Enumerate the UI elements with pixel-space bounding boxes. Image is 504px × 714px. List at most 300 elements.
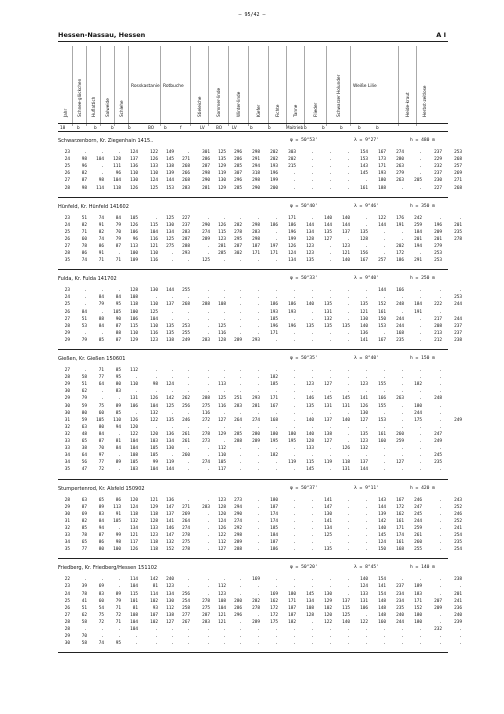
table-cell: . [459, 288, 462, 294]
table-cell: 98 [115, 540, 121, 546]
region-title: Hessen-Nassau, Hessen [58, 31, 146, 39]
table-cell: 285 [234, 185, 242, 191]
table-cell: . [187, 577, 190, 583]
table-cell: . [419, 337, 422, 343]
table-cell: 69 [81, 511, 87, 517]
station-altitude: h = 140 m [410, 565, 435, 571]
table-cell: 122 [150, 417, 158, 423]
table-cell: . [383, 410, 386, 416]
table-cell: . [257, 584, 260, 590]
table-cell: . [419, 577, 422, 583]
table-row [58, 439, 448, 446]
subheader-cell: f [180, 125, 182, 130]
table-cell: . [311, 316, 314, 322]
table-cell: 129 [324, 598, 332, 604]
table-cell: 123 [342, 243, 350, 249]
table-cell: . [239, 446, 242, 452]
table-row [58, 396, 448, 403]
table-cell: . [275, 410, 278, 416]
station-rule [58, 652, 448, 653]
station-altitude: h = 350 m [410, 203, 435, 209]
table-cell: 187 [270, 540, 278, 546]
table-cell: . [223, 424, 226, 430]
table-cell: 112 [218, 584, 226, 590]
table-cell: 129 [218, 164, 226, 170]
table-cell: . [293, 547, 296, 553]
year-cell: 28 [64, 497, 70, 503]
table-cell: 248 [434, 396, 442, 402]
table-cell: 132 [166, 540, 174, 546]
year-cell: 28 [64, 323, 70, 329]
table-cell: . [439, 389, 442, 395]
table-cell: . [275, 424, 278, 430]
station-longitude: λ = 8°45' [354, 565, 379, 571]
table-cell: . [118, 584, 121, 590]
table-cell: . [239, 288, 242, 294]
table-cell: . [311, 215, 314, 221]
table-cell: 129 [218, 185, 226, 191]
table-cell: 137 [342, 229, 350, 235]
table-cell: . [365, 627, 368, 633]
table-cell: 145 [306, 591, 314, 597]
table-cell: 120 [218, 511, 226, 517]
table-cell: . [401, 641, 404, 647]
table-cell: . [207, 497, 210, 503]
table-cell: 280 [252, 431, 260, 437]
table-cell: 280 [234, 598, 242, 604]
table-cell: . [257, 540, 260, 546]
table-cell: 132 [130, 518, 138, 524]
year-cell: 29 [64, 504, 70, 510]
table-cell: . [275, 467, 278, 473]
table-cell: . [207, 467, 210, 473]
table-cell: 212 [434, 337, 442, 343]
year-cell: 27 [64, 243, 70, 249]
table-cell: 104 [130, 446, 138, 452]
table-cell: 104 [150, 403, 158, 409]
table-cell: 291 [252, 157, 260, 163]
table-cell: 127 [324, 439, 332, 445]
table-cell: 278 [202, 598, 210, 604]
station-longitude: λ = 8°40' [354, 356, 379, 362]
table-cell: . [347, 150, 350, 155]
table-cell: 161 [396, 518, 404, 524]
table-cell: . [401, 236, 404, 242]
table-cell: . [365, 525, 368, 531]
table-cell: . [311, 171, 314, 177]
table-cell: 240 [396, 612, 404, 618]
table-cell: 112 [218, 446, 226, 452]
table-cell: 227 [182, 215, 190, 221]
table-cell: . [118, 525, 121, 531]
table-cell: 213 [434, 330, 442, 336]
table-cell: . [329, 251, 332, 257]
table-cell: 145 [342, 396, 350, 402]
table-row [58, 222, 462, 230]
table-cell: . [365, 215, 368, 221]
table-cell: 244 [396, 316, 404, 322]
table-cell: . [419, 288, 422, 294]
table-cell: . [223, 309, 226, 315]
table-cell: . [293, 453, 296, 459]
table-cell: 128 [306, 612, 314, 618]
table-cell: 173 [378, 157, 386, 163]
table-cell: 242 [414, 215, 422, 221]
table-cell: . [401, 382, 404, 388]
table-cell: . [347, 504, 350, 510]
table-cell: 253 [434, 251, 442, 257]
table-cell: 189 [414, 584, 422, 590]
table-cell: . [439, 497, 442, 503]
table-cell: . [383, 330, 386, 336]
table-cell: 133 [360, 591, 368, 597]
table-cell: 59 [81, 403, 87, 409]
table-cell: 263 [396, 178, 404, 184]
table-cell: . [257, 323, 260, 329]
table-cell: 115 [130, 323, 138, 329]
table-cell: . [419, 164, 422, 170]
table-cell: . [347, 540, 350, 546]
subheader-cell: b [340, 125, 343, 130]
table-cell: . [439, 309, 442, 315]
table-cell: . [257, 302, 260, 308]
table-cell: 131 [342, 403, 350, 409]
year-cell: 23 [64, 584, 70, 590]
table-row [58, 164, 462, 171]
table-cell: . [383, 424, 386, 430]
table-cell: . [257, 511, 260, 517]
table-cell: . [293, 533, 296, 539]
table-cell: 127 [396, 460, 404, 466]
station-name: Fulda, Kr. Fulda 141702 [58, 276, 117, 283]
table-cell: 108 [218, 598, 226, 604]
station-latitude: φ = 50°37' [290, 485, 318, 491]
table-cell: . [257, 368, 260, 374]
table-cell: 105 [130, 460, 138, 466]
table-cell: . [311, 150, 314, 155]
table-cell: 172 [396, 504, 404, 510]
table-cell: 154 [378, 577, 386, 583]
table-cell: . [171, 368, 174, 374]
table-cell: 171 [288, 215, 296, 221]
table-cell: . [187, 309, 190, 315]
table-cell: 116 [150, 236, 158, 242]
table-cell: 130 [166, 222, 174, 228]
table-cell: 209 [434, 605, 442, 611]
table-cell: 75 [98, 403, 104, 409]
table-cell: 271 [454, 178, 462, 184]
table-cell: . [311, 497, 314, 503]
table-cell: 104 [130, 439, 138, 445]
table-cell: . [155, 389, 158, 395]
table-cell: 140 [306, 302, 314, 308]
table-cell: . [275, 258, 278, 264]
table-cell: 191 [396, 222, 404, 228]
table-cell: 79 [98, 302, 104, 308]
table-cell: 146 [166, 525, 174, 531]
table-cell: 174 [270, 511, 278, 517]
table-cell: . [101, 627, 104, 633]
table-cell: 93 [152, 605, 158, 611]
year-cell: 28 [64, 627, 70, 633]
table-cell: . [365, 375, 368, 381]
table-cell: 260 [396, 431, 404, 437]
table-cell: . [365, 634, 368, 640]
table-cell: 232 [434, 627, 442, 633]
table-cell: 124 [130, 150, 138, 155]
table-cell: 134 [166, 591, 174, 597]
table-cell: . [419, 295, 422, 301]
table-cell: . [101, 309, 104, 315]
table-cell: 137 [360, 460, 368, 466]
table-cell: 283 [202, 619, 210, 625]
table-cell: . [118, 396, 121, 402]
table-cell: 88 [115, 330, 121, 336]
table-cell: . [401, 627, 404, 633]
table-cell: 254 [182, 598, 190, 604]
table-cell: . [419, 171, 422, 177]
table-cell: 126 [150, 157, 158, 163]
table-cell: . [439, 547, 442, 553]
table-cell: 74 [81, 258, 87, 264]
table-cell: 145 [324, 396, 332, 402]
table-cell: 201 [434, 236, 442, 242]
table-cell: 229 [434, 157, 442, 163]
year-cell: 29 [64, 337, 70, 343]
table-cell: 140 [342, 258, 350, 264]
table-cell: 70 [115, 229, 121, 235]
table-cell: 138 [166, 612, 174, 618]
subheader-cell: b [304, 125, 307, 130]
table-cell: . [329, 295, 332, 301]
table-cell: 74 [98, 236, 104, 242]
table-cell: . [311, 540, 314, 546]
table-cell: 126 [150, 396, 158, 402]
table-cell: 120 [324, 612, 332, 618]
table-row [58, 323, 462, 331]
table-cell: 161 [378, 309, 386, 315]
year-cell: 33 [64, 533, 70, 539]
table-cell: 286 [234, 157, 242, 163]
table-cell: 122 [324, 619, 332, 625]
table-cell: 89 [115, 591, 121, 597]
table-cell: . [239, 453, 242, 459]
table-cell: 104 [96, 157, 104, 163]
table-cell: 144 [378, 504, 386, 510]
table-cell: 106 [130, 316, 138, 322]
table-cell: . [275, 577, 278, 583]
table-cell: . [459, 641, 462, 647]
table-cell: 53 [81, 323, 87, 329]
table-cell: 180 [288, 591, 296, 597]
table-cell: 91 [98, 251, 104, 257]
station-altitude: h = 250 m [410, 276, 435, 282]
table-cell: 105 [96, 417, 104, 423]
table-cell: 123 [360, 439, 368, 445]
column-heading: Rosskastanie [131, 84, 160, 89]
table-cell: 112 [218, 540, 226, 546]
table-cell: 298 [234, 533, 242, 539]
table-row [58, 375, 448, 382]
year-cell: 35 [64, 258, 70, 264]
table-cell: . [347, 627, 350, 633]
table-cell: 84 [115, 446, 121, 452]
table-cell: 77 [98, 375, 104, 381]
table-cell: . [383, 251, 386, 257]
table-cell: 123 [218, 236, 226, 242]
table-cell: . [223, 439, 226, 445]
table-cell: 283 [234, 403, 242, 409]
table-cell: 126 [360, 403, 368, 409]
table-cell: 113 [130, 243, 138, 249]
column-divider [248, 46, 249, 126]
table-cell: . [329, 375, 332, 381]
subheader-cell: b [77, 125, 80, 130]
table-cell: . [439, 368, 442, 374]
table-cell: . [347, 547, 350, 553]
table-cell: 110 [150, 251, 158, 257]
table-row [58, 404, 448, 411]
table-cell: . [293, 424, 296, 430]
table-cell: . [329, 243, 332, 249]
table-cell: 185 [270, 316, 278, 322]
year-cell: 30 [64, 641, 70, 647]
station-name: Schwarzenborn, Kr. Ziegenhain 1415.. [58, 138, 154, 144]
subheader-cell: b [358, 125, 361, 130]
table-cell: . [439, 417, 442, 423]
table-cell: 172 [270, 612, 278, 618]
table-cell: . [311, 288, 314, 294]
year-cell: 24 [64, 295, 70, 301]
table-cell: . [187, 497, 190, 503]
table-cell: 296 [234, 178, 242, 184]
subheader-cell: b [94, 125, 97, 130]
station-rule [58, 558, 448, 559]
table-cell: 141 [324, 497, 332, 503]
table-cell: 91 [98, 222, 104, 228]
table-cell: 122 [378, 215, 386, 221]
table-cell: 84 [98, 431, 104, 437]
table-cell: 79 [81, 337, 87, 343]
table-cell: . [347, 584, 350, 590]
table-cell: 99 [152, 460, 158, 466]
table-cell: 115 [130, 591, 138, 597]
table-cell: 105 [113, 309, 121, 315]
table-cell: . [239, 258, 242, 264]
table-cell: 268 [454, 185, 462, 191]
table-cell: 166 [378, 396, 386, 402]
table-cell: . [419, 251, 422, 257]
table-cell: 123 [218, 591, 226, 597]
table-cell: 110 [130, 330, 138, 336]
table-cell: 175 [414, 417, 422, 423]
column-divider [86, 46, 87, 126]
table-cell: . [329, 150, 332, 155]
table-cell: . [275, 288, 278, 294]
table-cell: . [347, 302, 350, 308]
table-cell: 137 [342, 598, 350, 604]
column-header [58, 46, 448, 126]
subheader-cell: BO [216, 125, 223, 130]
table-cell: 294 [234, 504, 242, 510]
table-cell: 109 [130, 258, 138, 264]
table-cell: 87 [81, 504, 87, 510]
table-cell: 227 [434, 185, 442, 191]
table-cell: 60 [98, 598, 104, 604]
year-cell: 22 [64, 577, 70, 583]
table-cell: 130 [324, 511, 332, 517]
table-cell: 246 [454, 511, 462, 517]
table-cell: . [347, 453, 350, 459]
table-cell: 185 [270, 525, 278, 531]
table-cell: 185 [270, 382, 278, 388]
table-cell: . [118, 634, 121, 640]
year-cell: 34 [64, 460, 70, 466]
year-cell: 29 [64, 634, 70, 640]
table-row [58, 310, 448, 317]
table-cell: . [347, 577, 350, 583]
table-cell: 187 [288, 605, 296, 611]
table-cell: . [311, 368, 314, 374]
table-cell: . [311, 511, 314, 517]
table-cell: 86 [115, 497, 121, 503]
year-cell: 26 [64, 309, 70, 315]
table-cell: . [257, 627, 260, 633]
table-cell: . [293, 403, 296, 409]
table-cell: 123 [166, 584, 174, 590]
table-cell: . [383, 295, 386, 301]
table-cell: 201 [454, 222, 462, 228]
table-cell: 289 [252, 439, 260, 445]
table-cell: 194 [414, 243, 422, 249]
table-cell: 169 [270, 591, 278, 597]
table-cell: 168 [396, 330, 404, 336]
table-cell: 87 [115, 323, 121, 329]
table-cell: . [187, 467, 190, 473]
table-cell: . [459, 627, 462, 633]
table-cell: . [311, 164, 314, 170]
table-cell: 41 [81, 598, 87, 604]
table-cell: 126 [218, 525, 226, 531]
table-cell: 161 [396, 540, 404, 546]
table-cell: 84 [81, 309, 87, 315]
table-cell: 142 [166, 396, 174, 402]
table-cell: 99 [115, 533, 121, 539]
table-cell: 281 [252, 403, 260, 409]
table-cell: 290 [202, 178, 210, 184]
table-cell: 283 [252, 229, 260, 235]
table-cell: . [171, 634, 174, 640]
year-cell: 27 [64, 368, 70, 374]
table-cell: . [171, 627, 174, 633]
table-cell: . [207, 547, 210, 553]
table-cell: . [347, 330, 350, 336]
column-divider [100, 46, 101, 126]
table-cell: . [439, 215, 442, 221]
table-cell: . [101, 389, 104, 395]
table-row [58, 178, 462, 185]
column-heading: Jahr [63, 108, 68, 117]
table-cell: 70 [98, 446, 104, 452]
table-cell: 123 [218, 497, 226, 503]
table-cell: . [187, 627, 190, 633]
table-cell: . [257, 533, 260, 539]
table-cell: 80 [98, 547, 104, 553]
table-cell: 94 [98, 525, 104, 531]
table-cell: . [293, 497, 296, 503]
table-cell: . [439, 634, 442, 640]
table-cell: . [365, 222, 368, 228]
